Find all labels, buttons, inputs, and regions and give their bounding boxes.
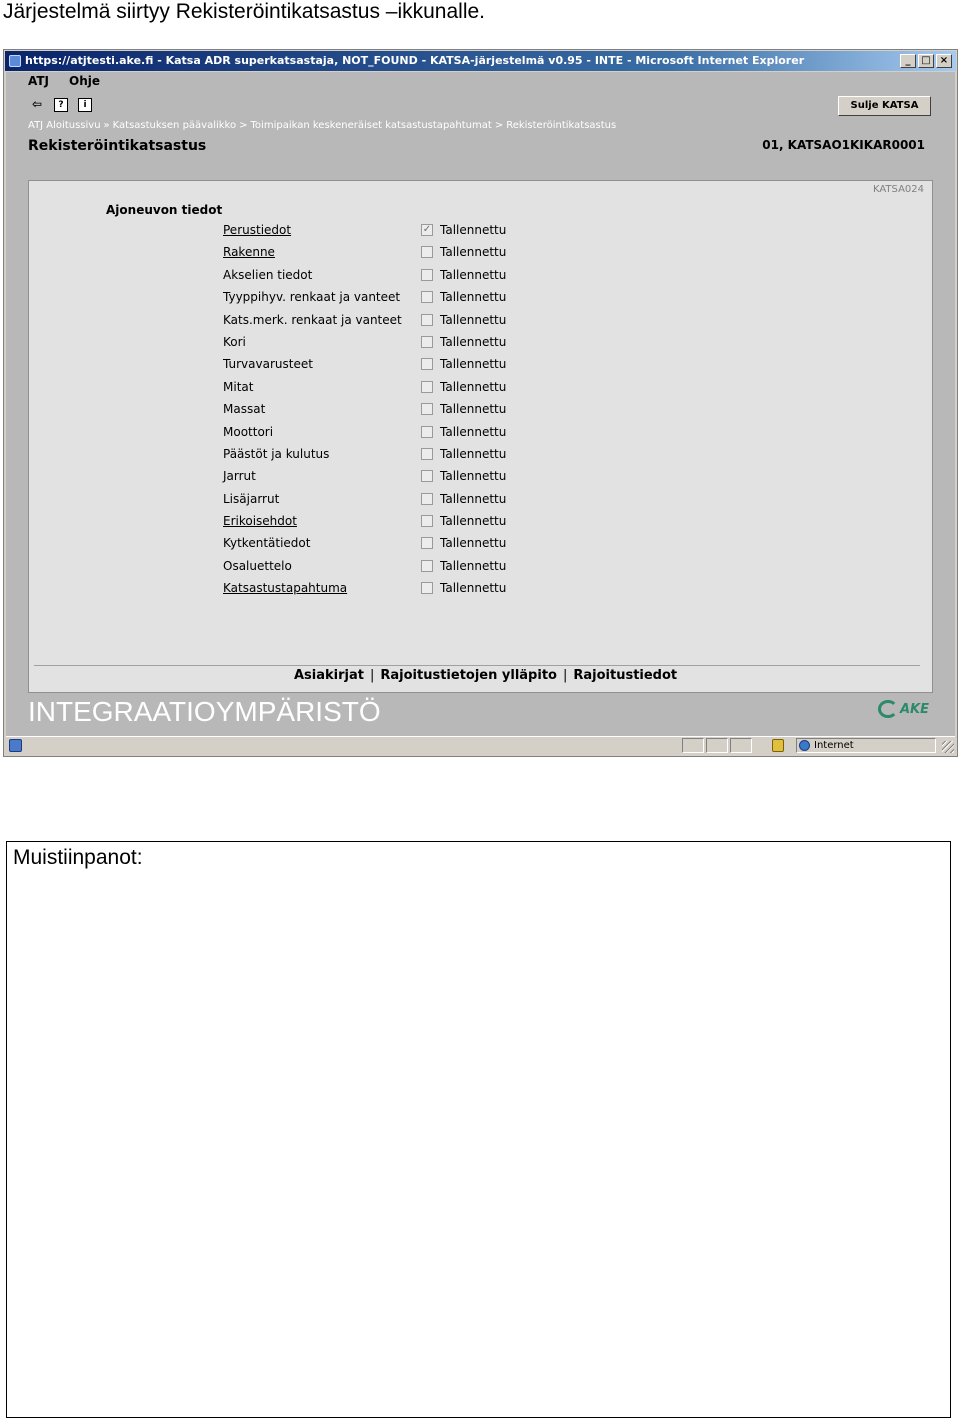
environment-banner: INTEGRAATIOYMPÄRISTÖ — [28, 696, 381, 727]
link-rajoitustietojen-yllapito[interactable]: Rajoitustietojen ylläpito — [380, 668, 557, 683]
item-label: Lisäjarrut — [223, 491, 280, 506]
resize-grip[interactable] — [942, 741, 954, 753]
saved-checkbox — [421, 493, 433, 505]
item-label[interactable]: Perustiedot — [223, 223, 292, 237]
ake-logo-mark-icon — [878, 700, 898, 718]
item-status: Tallennettu — [440, 267, 507, 282]
item-status: Tallennettu — [440, 581, 507, 596]
list-item — [223, 221, 543, 243]
list-item — [223, 355, 543, 377]
lock-icon — [772, 739, 784, 752]
list-item — [223, 534, 543, 556]
page-title: Rekisteröintikatsastus — [28, 138, 207, 154]
item-label: Osaluettelo — [223, 558, 292, 573]
item-status: Tallennettu — [440, 379, 507, 394]
document-heading: Järjestelmä siirtyy Rekisteröintikatsastus –ikkunalle. — [3, 0, 486, 23]
saved-checkbox — [421, 336, 433, 348]
back-arrow-icon[interactable]: ⇦ — [31, 97, 43, 111]
menu-item-atj[interactable]: ATJ — [28, 74, 50, 88]
list-item — [223, 512, 543, 534]
item-label[interactable]: Rakenne — [223, 245, 275, 260]
ake-logo-text: AKE — [899, 701, 929, 717]
breadcrumb-current: Rekisteröintikatsastus — [506, 120, 617, 131]
saved-checkbox — [421, 515, 433, 527]
item-label: Kats.merk. renkaat ja vanteet — [223, 312, 402, 327]
page-icon — [9, 739, 22, 752]
list-item — [223, 490, 543, 512]
window-controls — [900, 54, 952, 68]
divider — [34, 665, 920, 666]
ake-logo — [878, 700, 929, 718]
item-status: Tallennettu — [440, 514, 507, 529]
browser-window — [3, 49, 958, 757]
list-item — [223, 378, 543, 400]
saved-checkbox — [421, 269, 433, 281]
item-status: Tallennettu — [440, 245, 507, 260]
item-status: Tallennettu — [440, 424, 507, 439]
info-icon[interactable]: i — [78, 98, 92, 112]
item-label: Mitat — [223, 379, 254, 394]
section-title: Ajoneuvon tiedot — [106, 203, 223, 217]
help-icon[interactable]: ? — [54, 98, 68, 112]
close-window-button[interactable]: × — [936, 54, 952, 68]
saved-checkbox — [421, 582, 433, 594]
breadcrumb-pending-inspections[interactable]: Toimipaikan keskeneräiset katsastustapahtumat — [250, 120, 492, 131]
item-status: Tallennettu — [440, 402, 507, 417]
status-cell — [706, 738, 728, 753]
saved-checkbox — [421, 358, 433, 370]
link-asiakirjat[interactable]: Asiakirjat — [294, 668, 364, 683]
list-item — [223, 311, 543, 333]
item-status: Tallennettu — [440, 290, 507, 305]
notes-box — [6, 841, 951, 1418]
status-bar — [6, 736, 955, 754]
toolbar — [30, 98, 92, 112]
item-label[interactable]: Katsastustapahtuma — [223, 581, 348, 596]
list-item — [223, 423, 543, 445]
saved-checkbox — [421, 560, 433, 572]
notes-label: Muistiinpanot: — [13, 846, 143, 869]
item-status: Tallennettu — [440, 558, 507, 573]
item-label: Jarrut — [223, 469, 256, 484]
vehicle-info-list — [223, 221, 543, 602]
browser-titlebar — [5, 51, 956, 71]
security-zone — [796, 738, 936, 753]
item-status: Tallennettu — [440, 223, 507, 237]
breadcrumb-separator: > — [494, 120, 504, 131]
bottom-links — [294, 668, 677, 683]
saved-checkbox — [421, 381, 433, 393]
menu-item-ohje[interactable]: Ohje — [69, 74, 101, 88]
list-item — [223, 557, 543, 579]
item-label: Kori — [223, 334, 246, 349]
item-status: Tallennettu — [440, 491, 507, 506]
status-cell — [682, 738, 704, 753]
item-label: Moottori — [223, 424, 274, 439]
breadcrumb-separator: > — [239, 120, 248, 131]
list-item — [223, 579, 543, 601]
item-label: Päästöt ja kulutus — [223, 446, 330, 461]
close-katsa-button[interactable]: Sulje KATSA — [838, 96, 931, 116]
link-separator: | — [369, 668, 375, 683]
item-status: Tallennettu — [440, 312, 507, 327]
list-item — [223, 288, 543, 310]
minimize-button[interactable]: _ — [900, 54, 916, 68]
item-label: Kytkentätiedot — [223, 536, 311, 551]
list-item — [223, 467, 543, 489]
status-cells — [682, 738, 752, 753]
breadcrumb-main-menu[interactable]: Katsastuksen päävalikko — [112, 120, 237, 131]
list-item — [223, 400, 543, 422]
saved-checkbox: ✓ — [422, 224, 432, 235]
page-code: 01, KATSAO1KIKAR0001 — [762, 138, 925, 152]
saved-checkbox — [421, 448, 433, 460]
saved-checkbox — [421, 470, 433, 482]
item-status: Tallennettu — [440, 357, 507, 372]
app-area — [6, 72, 955, 736]
maximize-button[interactable]: □ — [918, 54, 934, 68]
item-status: Tallennettu — [440, 334, 507, 349]
item-label: Massat — [223, 402, 266, 417]
ie-icon — [9, 55, 21, 67]
saved-checkbox — [421, 314, 433, 326]
breadcrumb-home[interactable]: ATJ Aloitussivu — [28, 120, 101, 131]
menu-bar — [28, 74, 100, 88]
status-cell — [730, 738, 752, 753]
link-rajoitustiedot[interactable]: Rajoitustiedot — [573, 668, 678, 683]
browser-title: https://atjtesti.ake.fi - Katsa ADR superkatsastaja, NOT_FOUND - KATSA-järjestelmä v0.95 - INTE - Microsoft Internet Explorer — [25, 54, 805, 67]
list-item — [223, 243, 543, 265]
item-label: Akselien tiedot — [223, 267, 313, 282]
breadcrumb — [28, 120, 616, 131]
list-item — [223, 266, 543, 288]
list-item — [223, 445, 543, 467]
item-status: Tallennettu — [440, 469, 507, 484]
item-status: Tallennettu — [440, 536, 507, 551]
saved-checkbox — [421, 246, 433, 258]
content-panel — [28, 180, 933, 693]
zone-label: Internet — [814, 740, 854, 751]
item-label: Turvavarusteet — [223, 357, 313, 372]
saved-checkbox — [421, 403, 433, 415]
screen-id: KATSA024 — [872, 184, 924, 195]
saved-checkbox — [421, 537, 433, 549]
breadcrumb-separator: » — [103, 120, 110, 131]
item-label: Tyyppihyv. renkaat ja vanteet — [223, 290, 401, 305]
saved-checkbox — [421, 291, 433, 303]
item-label[interactable]: Erikoisehdot — [223, 514, 297, 529]
link-separator: | — [562, 668, 568, 683]
item-status: Tallennettu — [440, 446, 507, 461]
globe-icon — [799, 740, 810, 751]
saved-checkbox — [421, 426, 433, 438]
list-item — [223, 333, 543, 355]
